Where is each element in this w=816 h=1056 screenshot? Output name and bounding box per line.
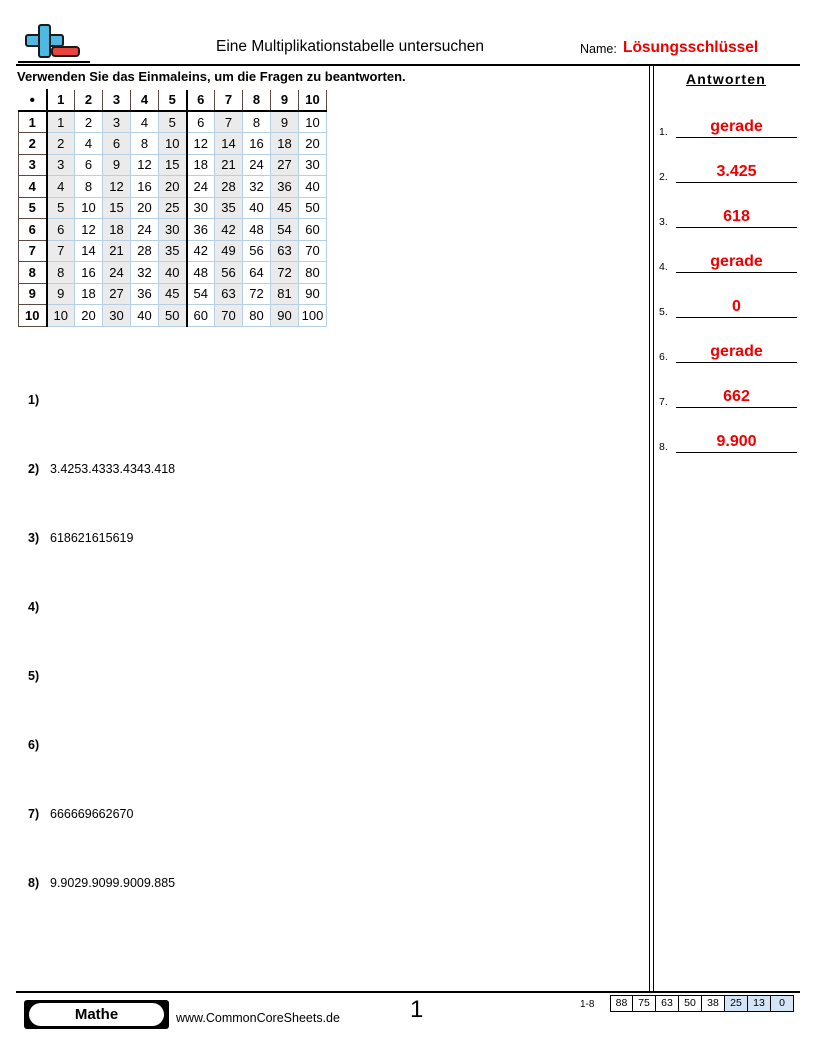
table-col-header: 1 bbox=[47, 90, 75, 112]
score-range-label: 1-8 bbox=[580, 999, 595, 1010]
answer-number: 5. bbox=[659, 306, 668, 318]
table-cell: 35 bbox=[159, 240, 187, 262]
table-cell: 54 bbox=[187, 283, 215, 305]
table-row-header: 7 bbox=[19, 240, 47, 262]
table-cell: 12 bbox=[187, 133, 215, 155]
table-cell: 50 bbox=[159, 305, 187, 327]
question-number: 3) bbox=[28, 531, 40, 545]
table-row bbox=[19, 305, 327, 327]
answer-number: 8. bbox=[659, 441, 668, 453]
table-cell: 54 bbox=[271, 219, 299, 241]
answer-value: gerade bbox=[710, 253, 763, 270]
table-cell: 35 bbox=[215, 197, 243, 219]
table-cell: 16 bbox=[131, 176, 159, 198]
table-row bbox=[19, 197, 327, 219]
answer-blank-line bbox=[676, 452, 797, 453]
table-cell: 5 bbox=[47, 197, 75, 219]
table-cell: 40 bbox=[131, 305, 159, 327]
answer-number: 4. bbox=[659, 261, 668, 273]
table-cell: 70 bbox=[215, 305, 243, 327]
table-col-header: 7 bbox=[215, 90, 243, 112]
answer-number: 7. bbox=[659, 396, 668, 408]
table-row-header: 2 bbox=[19, 133, 47, 155]
answer-number: 6. bbox=[659, 351, 668, 363]
table-row-header: 4 bbox=[19, 176, 47, 198]
table-cell: 2 bbox=[75, 111, 103, 133]
table-cell: 18 bbox=[75, 283, 103, 305]
score-box: 38 bbox=[702, 995, 725, 1012]
answer-value: 9.900 bbox=[716, 433, 757, 450]
logo-baseline bbox=[18, 61, 90, 63]
page-header bbox=[0, 0, 816, 68]
answer-row bbox=[659, 149, 797, 183]
subject-badge-label: Mathe bbox=[29, 1003, 164, 1026]
question-item bbox=[28, 392, 50, 408]
table-cell: 8 bbox=[131, 133, 159, 155]
question-text: 3.4253.4333.4343.418 bbox=[50, 462, 176, 476]
table-cell: 12 bbox=[103, 176, 131, 198]
answer-row bbox=[659, 194, 797, 228]
page-title: Eine Multiplikationstabelle untersuchen bbox=[216, 38, 484, 55]
table-cell: 8 bbox=[243, 111, 271, 133]
table-cell: 16 bbox=[75, 262, 103, 284]
table-cell: 60 bbox=[187, 305, 215, 327]
answer-value: gerade bbox=[710, 118, 763, 135]
table-cell: 40 bbox=[299, 176, 327, 198]
score-box: 75 bbox=[633, 995, 656, 1012]
multiplication-table bbox=[18, 89, 327, 327]
table-cell: 27 bbox=[271, 154, 299, 176]
table-cell: 40 bbox=[243, 197, 271, 219]
question-item bbox=[28, 806, 133, 822]
table-cell: 20 bbox=[75, 305, 103, 327]
table-cell: 28 bbox=[215, 176, 243, 198]
site-url: www.CommonCoreSheets.de bbox=[176, 1011, 340, 1025]
table-cell: 48 bbox=[187, 262, 215, 284]
table-cell: 6 bbox=[103, 133, 131, 155]
question-number: 8) bbox=[28, 876, 40, 890]
table-row bbox=[19, 133, 327, 155]
question-item bbox=[28, 599, 50, 615]
question-number: 5) bbox=[28, 669, 40, 683]
table-cell: 81 bbox=[271, 283, 299, 305]
table-cell: 10 bbox=[299, 111, 327, 133]
table-row-header: 8 bbox=[19, 262, 47, 284]
table-cell: 90 bbox=[299, 283, 327, 305]
answer-row bbox=[659, 104, 797, 138]
answer-blank-line bbox=[676, 227, 797, 228]
table-cell: 6 bbox=[47, 219, 75, 241]
table-cell: 25 bbox=[159, 197, 187, 219]
table-cell: 12 bbox=[75, 219, 103, 241]
answer-row bbox=[659, 419, 797, 453]
table-cell: 4 bbox=[131, 111, 159, 133]
answer-key-label: Lösungsschlüssel bbox=[623, 39, 759, 56]
table-cell: 20 bbox=[131, 197, 159, 219]
table-row-header: 10 bbox=[19, 305, 47, 327]
table-cell: 18 bbox=[187, 154, 215, 176]
table-cell: 40 bbox=[159, 262, 187, 284]
plus-minus-logo bbox=[18, 24, 90, 64]
table-cell: 24 bbox=[103, 262, 131, 284]
table-cell: 10 bbox=[75, 197, 103, 219]
table-cell: 12 bbox=[131, 154, 159, 176]
table-cell: 28 bbox=[131, 240, 159, 262]
table-cell: 7 bbox=[215, 111, 243, 133]
logo-minus-bar bbox=[51, 46, 80, 57]
table-row-header: 6 bbox=[19, 219, 47, 241]
table-cell: 56 bbox=[243, 240, 271, 262]
header-divider bbox=[16, 64, 800, 66]
answer-number: 1. bbox=[659, 126, 668, 138]
table-cell: 15 bbox=[103, 197, 131, 219]
table-row-header: 1 bbox=[19, 111, 47, 133]
question-number: 2) bbox=[28, 462, 40, 476]
table-cell: 4 bbox=[75, 133, 103, 155]
table-col-header: 5 bbox=[159, 90, 187, 112]
table-cell: 42 bbox=[215, 219, 243, 241]
question-text: 666669662670 bbox=[50, 807, 134, 821]
table-cell: 32 bbox=[131, 262, 159, 284]
answer-blank-line bbox=[676, 137, 797, 138]
table-cell: 24 bbox=[187, 176, 215, 198]
table-row-header: 3 bbox=[19, 154, 47, 176]
table-cell: 64 bbox=[243, 262, 271, 284]
table-cell: 3 bbox=[103, 111, 131, 133]
score-box: 25 bbox=[725, 995, 748, 1012]
answer-value: gerade bbox=[710, 343, 763, 360]
table-cell: 7 bbox=[47, 240, 75, 262]
table-cell: 9 bbox=[103, 154, 131, 176]
table-cell: 9 bbox=[47, 283, 75, 305]
table-col-header: 9 bbox=[271, 90, 299, 112]
table-cell: 21 bbox=[103, 240, 131, 262]
table-cell: 42 bbox=[187, 240, 215, 262]
table-cell: 36 bbox=[187, 219, 215, 241]
table-cell: 10 bbox=[159, 133, 187, 155]
footer-divider bbox=[16, 991, 800, 993]
table-cell: 1 bbox=[47, 111, 75, 133]
subject-badge bbox=[24, 1000, 169, 1029]
table-cell: 6 bbox=[187, 111, 215, 133]
answer-value: 0 bbox=[732, 298, 741, 315]
table-row bbox=[19, 176, 327, 198]
table-cell: 80 bbox=[243, 305, 271, 327]
score-box: 0 bbox=[771, 995, 794, 1012]
answer-number: 2. bbox=[659, 171, 668, 183]
answer-blank-line bbox=[676, 407, 797, 408]
table-cell: 27 bbox=[103, 283, 131, 305]
table-cell: 14 bbox=[75, 240, 103, 262]
table-cell: 14 bbox=[215, 133, 243, 155]
question-item bbox=[28, 875, 175, 891]
page-number: 1 bbox=[410, 996, 424, 1023]
table-cell: 36 bbox=[271, 176, 299, 198]
table-row-header: 9 bbox=[19, 283, 47, 305]
question-number: 1) bbox=[28, 393, 40, 407]
answers-heading: Antworten bbox=[686, 71, 767, 87]
answer-blank-line bbox=[676, 182, 797, 183]
answer-row bbox=[659, 374, 797, 408]
table-col-header: 2 bbox=[75, 90, 103, 112]
table-cell: 18 bbox=[103, 219, 131, 241]
table-cell: 36 bbox=[131, 283, 159, 305]
score-box: 63 bbox=[656, 995, 679, 1012]
table-cell: 20 bbox=[299, 133, 327, 155]
question-number: 7) bbox=[28, 807, 40, 821]
question-item bbox=[28, 461, 175, 477]
table-col-header: 6 bbox=[187, 90, 215, 112]
question-text: 9.9029.9099.9009.885 bbox=[50, 876, 176, 890]
table-cell: 20 bbox=[159, 176, 187, 198]
table-cell: 3 bbox=[47, 154, 75, 176]
answer-value: 618 bbox=[723, 208, 750, 225]
table-row bbox=[19, 219, 327, 241]
score-box: 50 bbox=[679, 995, 702, 1012]
question-item bbox=[28, 530, 133, 546]
answer-value: 662 bbox=[723, 388, 750, 405]
table-cell: 49 bbox=[215, 240, 243, 262]
table-cell: 30 bbox=[187, 197, 215, 219]
answer-blank-line bbox=[676, 317, 797, 318]
table-cell: 48 bbox=[243, 219, 271, 241]
table-col-header: 4 bbox=[131, 90, 159, 112]
table-cell: 6 bbox=[75, 154, 103, 176]
question-item bbox=[28, 668, 50, 684]
answer-row bbox=[659, 284, 797, 318]
table-row bbox=[19, 283, 327, 305]
table-row bbox=[19, 262, 327, 284]
table-cell: 30 bbox=[299, 154, 327, 176]
table-header-row bbox=[19, 90, 327, 112]
answer-row bbox=[659, 239, 797, 273]
question-text: 618621615619 bbox=[50, 531, 134, 545]
table-row bbox=[19, 154, 327, 176]
score-box: 13 bbox=[748, 995, 771, 1012]
question-number: 6) bbox=[28, 738, 40, 752]
table-row bbox=[19, 111, 327, 133]
table-cell: 30 bbox=[159, 219, 187, 241]
answer-value: 3.425 bbox=[716, 163, 757, 180]
table-cell: 8 bbox=[75, 176, 103, 198]
table-cell: 24 bbox=[243, 154, 271, 176]
answer-blank-line bbox=[676, 272, 797, 273]
logo-plus-vertical-bar bbox=[38, 24, 51, 58]
table-cell: 5 bbox=[159, 111, 187, 133]
table-cell: 72 bbox=[271, 262, 299, 284]
score-box: 88 bbox=[610, 995, 633, 1012]
table-cell: 15 bbox=[159, 154, 187, 176]
name-label: Name: bbox=[580, 42, 617, 56]
table-cell: 32 bbox=[243, 176, 271, 198]
table-row-header: 5 bbox=[19, 197, 47, 219]
answer-row bbox=[659, 329, 797, 363]
table-cell: 9 bbox=[271, 111, 299, 133]
question-item bbox=[28, 737, 50, 753]
table-cell: 16 bbox=[243, 133, 271, 155]
table-cell: 70 bbox=[299, 240, 327, 262]
table-cell: 50 bbox=[299, 197, 327, 219]
table-col-header: 3 bbox=[103, 90, 131, 112]
table-col-header: 8 bbox=[243, 90, 271, 112]
answer-column-divider bbox=[649, 66, 654, 991]
table-row bbox=[19, 240, 327, 262]
table-cell: 8 bbox=[47, 262, 75, 284]
table-cell: 90 bbox=[271, 305, 299, 327]
table-cell: 63 bbox=[215, 283, 243, 305]
question-number: 4) bbox=[28, 600, 40, 614]
instruction-text: Verwenden Sie das Einmaleins, um die Fragen zu beantworten. bbox=[17, 69, 406, 84]
answer-number: 3. bbox=[659, 216, 668, 228]
table-cell: 100 bbox=[299, 305, 327, 327]
table-cell: 24 bbox=[131, 219, 159, 241]
table-cell: 18 bbox=[271, 133, 299, 155]
table-cell: 80 bbox=[299, 262, 327, 284]
table-cell: 56 bbox=[215, 262, 243, 284]
table-cell: 72 bbox=[243, 283, 271, 305]
table-cell: 63 bbox=[271, 240, 299, 262]
table-cell: 60 bbox=[299, 219, 327, 241]
table-corner-cell: • bbox=[19, 90, 47, 112]
table-cell: 45 bbox=[271, 197, 299, 219]
table-cell: 21 bbox=[215, 154, 243, 176]
table-cell: 45 bbox=[159, 283, 187, 305]
score-scale bbox=[610, 995, 794, 1012]
table-cell: 4 bbox=[47, 176, 75, 198]
table-cell: 10 bbox=[47, 305, 75, 327]
table-cell: 2 bbox=[47, 133, 75, 155]
table-col-header: 10 bbox=[299, 90, 327, 112]
table-cell: 30 bbox=[103, 305, 131, 327]
answer-blank-line bbox=[676, 362, 797, 363]
